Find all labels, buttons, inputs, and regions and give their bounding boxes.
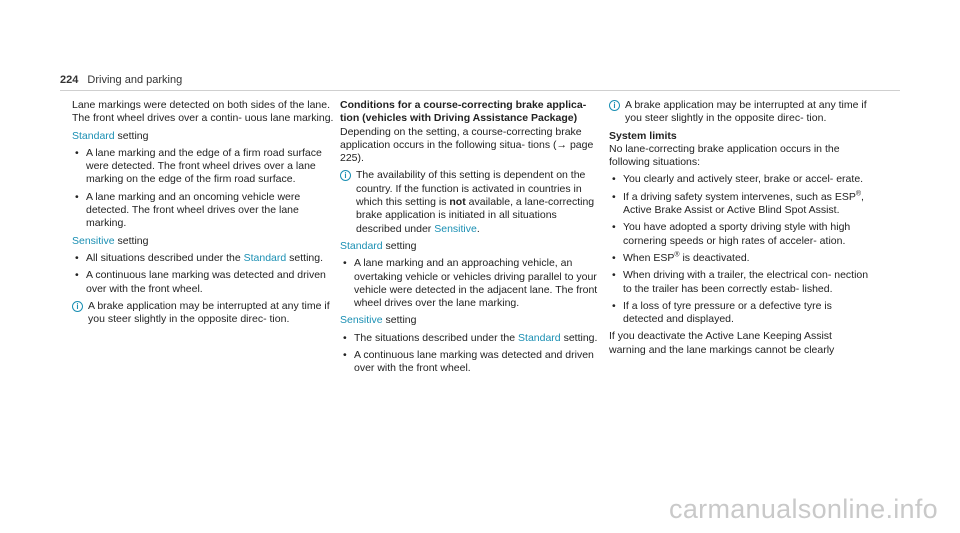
standard-setting-heading: Standard setting [340,239,417,252]
column-left [72,99,334,330]
list-item: • The situations described under the Standard setting. [340,332,602,345]
list-item: • You have adopted a sporty driving style with high cornering speeds or high rates of acceler- ation. [609,221,871,248]
info-icon: i [72,301,83,312]
standard-link[interactable]: Standard [243,251,287,264]
section-title: Driving and parking [87,74,183,86]
list-item: • You clearly and actively steer, brake or accel- erate. [609,173,871,186]
standard-link[interactable]: Standard [72,129,115,142]
info-note: i A brake application may be interrupted at any time if you steer slightly in the opposite direc- tion. [72,300,334,327]
section-heading: System limits [609,129,677,142]
header-divider [60,90,900,91]
list-item: • A lane marking and the edge of a firm road surface were detected. The front wheel drives over a lane marking on the edge of the firm road surface. [72,147,334,187]
column-middle [340,99,602,380]
sensitive-setting-heading: Sensitive setting [340,314,417,327]
page-number: 224 [60,74,79,86]
standard-setting-heading: Standard setting [72,129,149,142]
sensitive-link[interactable]: Sensitive [434,222,477,235]
sensitive-link[interactable]: Sensitive [72,234,115,247]
list-item: • When driving with a trailer, the electrical con- nection to the trailer has been correctly estab- lished. [609,269,871,296]
sensitive-link[interactable]: Sensitive [340,314,383,327]
standard-link[interactable]: Standard [518,331,561,344]
column-right [609,99,871,361]
list-item: • All situations described under the Standard setting. [72,252,334,265]
standard-link[interactable]: Standard [340,239,383,252]
page-header [60,74,182,86]
watermark: carmanualsonline.info [669,494,938,524]
section-heading: Conditions for a course-correcting brake applica- tion (vehicles with Driving Assistance Package) [340,99,587,125]
list-item: • A continuous lane marking was detected and driven over with the front wheel. [72,269,334,296]
sensitive-list [340,332,602,376]
info-note: i The availability of this setting is dependent on the country. If the function is activated in countries in which this setting is not available, a lane-correcting brake application is initiated in all situations described under Sensitive. [340,169,602,235]
list-item: • If a loss of tyre pressure or a defective tyre is detected and displayed. [609,300,871,327]
list-item: • When ESP® is deactivated. [609,252,871,265]
intro-text: Lane markings were detected on both sides of the lane. The front wheel drives over a contin- uous lane marking. [72,99,334,125]
info-note: i A brake application may be interrupted at any time if you steer slightly in the opposite direc- tion. [609,99,871,126]
list-item: • A lane marking and an oncoming vehicle were detected. The front wheel drives over the lane marking. [72,191,334,231]
limits-list [609,173,871,326]
outro-text: If you deactivate the Active Lane Keeping Assist warning and the lane markings cannot be clearly [609,330,835,356]
info-icon: i [609,100,620,111]
standard-list [340,257,602,310]
sensitive-list [72,252,334,296]
list-item: • A lane marking and an approaching vehicle, an overtaking vehicle or vehicles driving parallel to your vehicle were detected in the adjacent lane. The front wheel drives over the lane marking. [340,257,602,310]
info-icon: i [340,170,351,181]
sensitive-setting-heading: Sensitive setting [72,234,149,247]
standard-list [72,147,334,231]
intro-text: No lane-correcting brake application occurs in the following situations: [609,142,840,169]
list-item: • A continuous lane marking was detected and driven over with the front wheel. [340,349,602,376]
list-item: • If a driving safety system intervenes, such as ESP®, Active Brake Assist or Active Blind Spot Assist. [609,191,871,218]
intro-text: Depending on the setting, a course-correcting brake application occurs in the following situa- tions (→ page 225). [340,125,594,165]
